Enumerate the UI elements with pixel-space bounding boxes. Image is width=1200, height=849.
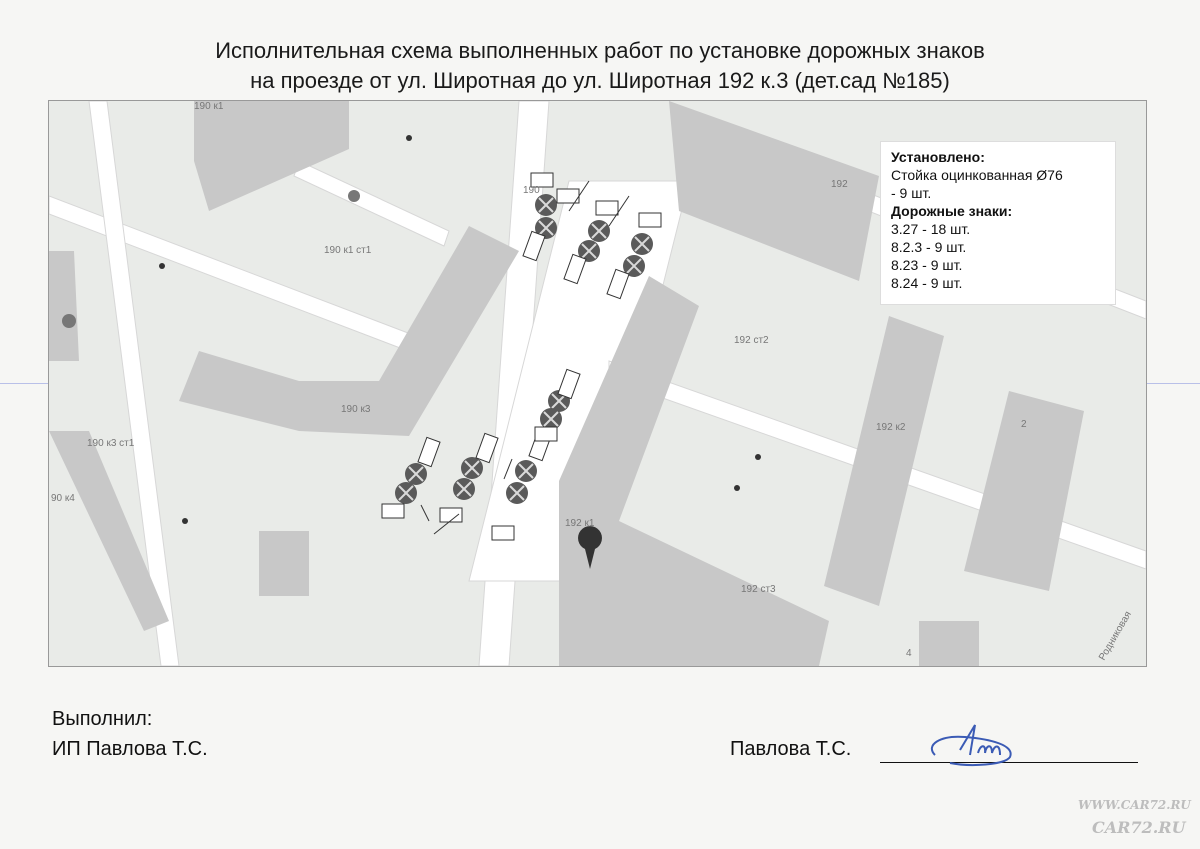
label-192: 192 bbox=[831, 179, 848, 190]
legend-sign-4: 8.24 - 9 шт. bbox=[891, 275, 963, 291]
label-190k3st1: 190 к3 ст1 bbox=[87, 438, 135, 449]
legend-heading-installed: Установлено: bbox=[891, 149, 985, 165]
legend-sign-2: 8.2.3 - 9 шт. bbox=[891, 239, 967, 255]
label-190k3: 190 к3 bbox=[341, 404, 371, 415]
signature-drawing bbox=[920, 715, 1030, 775]
legend-sign-1: 3.27 - 18 шт. bbox=[891, 221, 971, 237]
label-4: 4 bbox=[906, 648, 912, 659]
watermark-logo: CAR72.RU bbox=[1092, 818, 1186, 837]
page-title bbox=[0, 36, 1200, 96]
legend-item-post: Стойка оцинкованная Ø76 bbox=[891, 167, 1063, 183]
label-2: 2 bbox=[1021, 419, 1027, 430]
label-192k1: 192 к1 bbox=[565, 518, 595, 529]
watermark-url: WWW.CAR72.RU bbox=[1078, 798, 1191, 812]
performer-name: ИП Павлова Т.С. bbox=[52, 738, 208, 760]
label-street: Родниковая bbox=[1097, 609, 1134, 663]
performed-label: Выполнил: bbox=[52, 708, 153, 730]
legend-box bbox=[880, 141, 1116, 305]
label-190: 190 bbox=[523, 185, 540, 196]
legend-heading-signs: Дорожные знаки: bbox=[891, 203, 1013, 219]
label-190k1st1: 190 к1 ст1 bbox=[324, 245, 372, 256]
title-line-1: Исполнительная схема выполненных работ по установке дорожных знаков bbox=[215, 38, 985, 63]
legend-sign-3: 8.23 - 9 шт. bbox=[891, 257, 963, 273]
label-90k4: 90 к4 bbox=[51, 493, 75, 504]
label-190k1: 190 к1 bbox=[194, 101, 224, 112]
label-192st2: 192 ст2 bbox=[734, 335, 769, 346]
title-line-2: на проезде от ул. Широтная до ул. Широтная 192 к.3 (дет.сад №185) bbox=[250, 68, 950, 93]
sign-name: Павлова Т.С. bbox=[730, 738, 852, 760]
legend-item-post-count: - 9 шт. bbox=[891, 185, 932, 201]
label-192k2: 192 к2 bbox=[876, 422, 906, 433]
label-192st3: 192 ст3 bbox=[741, 584, 776, 595]
